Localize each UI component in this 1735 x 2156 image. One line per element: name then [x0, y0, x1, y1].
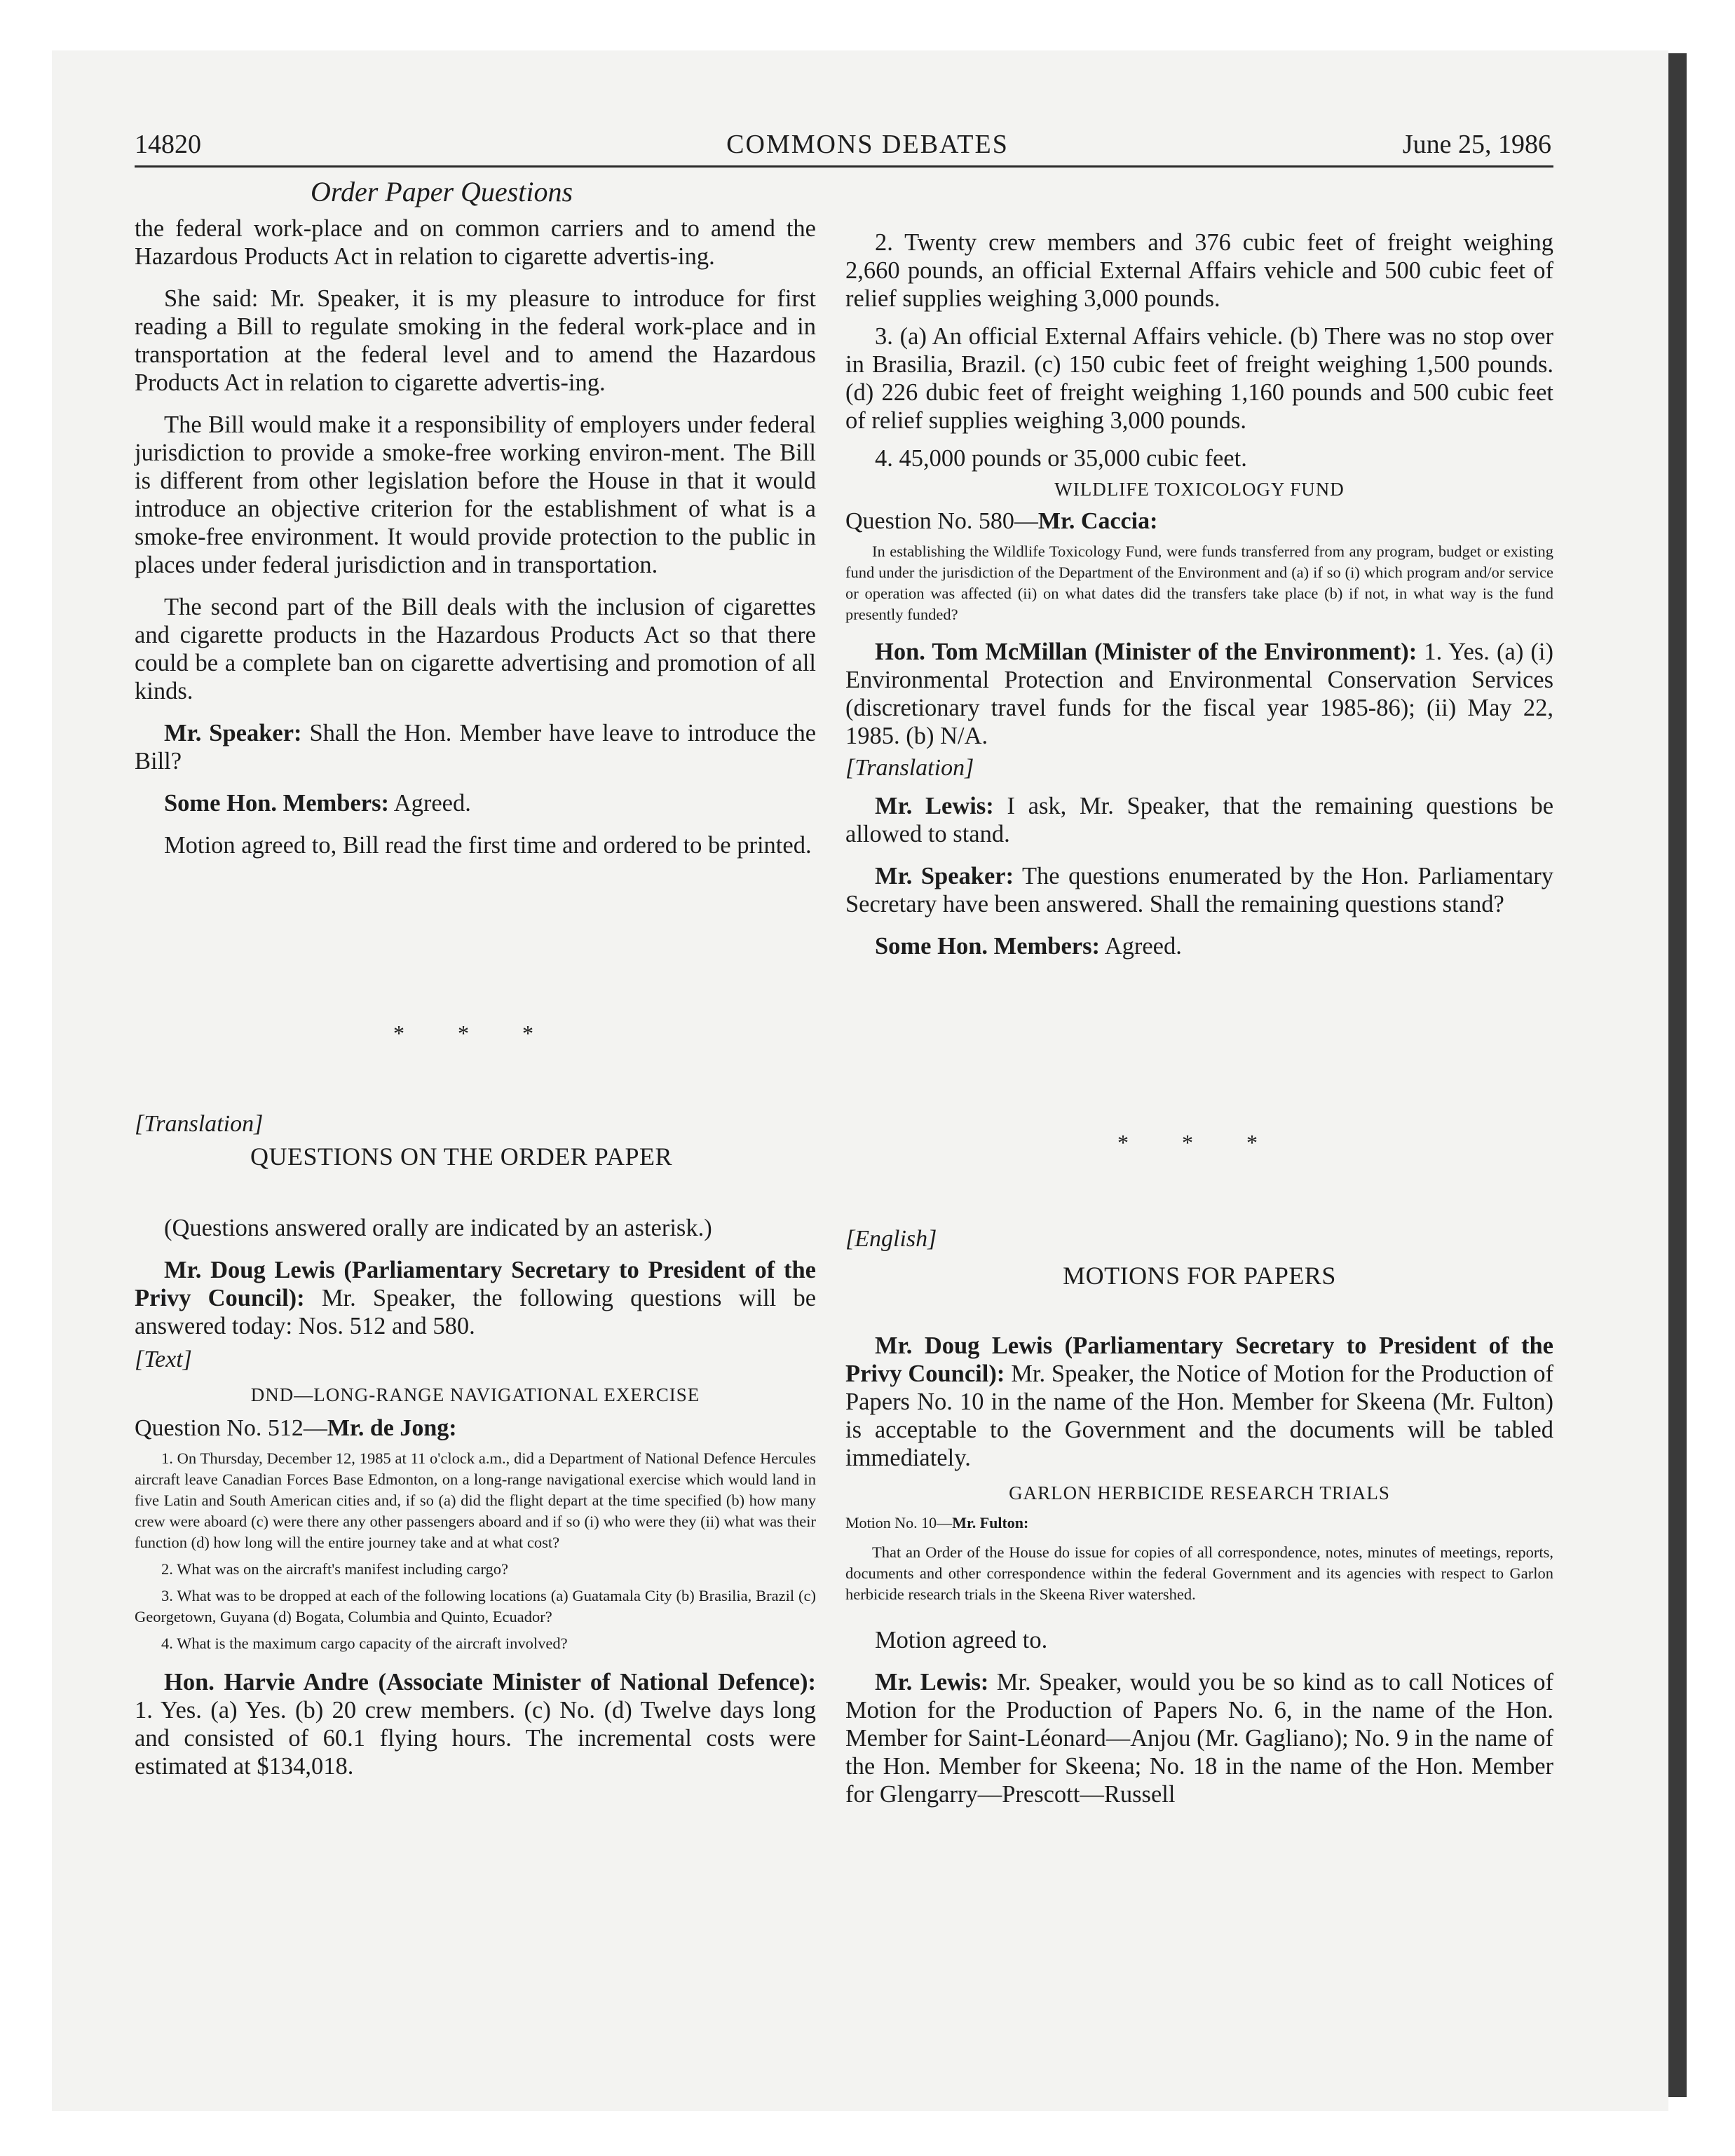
- question-label: Question No. 580—: [845, 508, 1038, 534]
- page-number: 14820: [135, 130, 201, 159]
- speech: [135, 1668, 816, 1780]
- left-column-top: [135, 214, 816, 859]
- paragraph: Motion agreed to.: [875, 1627, 1048, 1653]
- motion-label: Motion No. 10—: [845, 1514, 953, 1531]
- right-column-bottom: [845, 1224, 1553, 1808]
- speaker-name: Mr. Speaker:: [164, 720, 302, 746]
- paragraph: The second part of the Bill deals with the inclusion of cigarettes and cigarette products in the Hazardous Products Act so that there could be a complete ban on cigarette advertising and promotion of all kinds.: [135, 594, 816, 704]
- speech-text: Agreed.: [393, 790, 471, 817]
- speech: [135, 789, 816, 817]
- publication-title: COMMONS DEBATES: [726, 130, 1009, 159]
- question-heading: [845, 506, 1553, 537]
- answer: 3. (a) An official External Affairs vehicle. (b) There was no stop over in Brasilia, Brazil. (c) 150 cubic feet of freight weighing 1,500 pounds. (d) 226 dubic feet of freight weighing 1,160 pounds and 500 cubic feet of relief supplies weighing 3,000 pounds.: [845, 323, 1553, 434]
- motion-member: Mr. Fulton:: [952, 1514, 1029, 1531]
- question-text: 3. What was to be dropped at each of the following locations (a) Guatamala City (b) Brasilia, Brazil (c) Georgetown, Guyana (d) Bogata, Columbia and Quinto, Ecuador?: [135, 1587, 816, 1625]
- answer: 4. 45,000 pounds or 35,000 cubic feet.: [875, 445, 1247, 472]
- translation-tag: [Translation]: [845, 755, 974, 781]
- speech: [135, 719, 816, 775]
- speaker-name: Hon. Harvie Andre (Associate Minister of National Defence):: [164, 1669, 816, 1696]
- speaker-name: Mr. Speaker:: [875, 863, 1014, 889]
- text-tag: [Text]: [135, 1346, 192, 1372]
- speaker-name: Some Hon. Members:: [875, 933, 1100, 960]
- speech-text: Mr. Speaker, the Notice of Motion for the Production of Papers No. 10 in the name of the Hon. Member for Skeena (Mr. Fulton) is acceptable to the Government and the documents will be tabled immediately.: [845, 1360, 1554, 1471]
- speaker-name: Some Hon. Members:: [164, 790, 389, 817]
- paragraph: (Questions answered orally are indicated by an asterisk.): [164, 1215, 712, 1241]
- english-tag: [English]: [845, 1226, 937, 1252]
- speech: [845, 1668, 1553, 1808]
- subject-heading: GARLON HERBICIDE RESEARCH TRIALS: [1009, 1482, 1390, 1503]
- speech: [845, 862, 1553, 918]
- speech-text: 1. Yes. (a) (i) Environmental Protection and Environmental Conservation Services (discretionary travel funds for the fiscal year 1985-86); (ii) May 22, 1985. (b) N/A.: [845, 639, 1553, 749]
- question-text: 1. On Thursday, December 12, 1985 at 11 o'clock a.m., did a Department of National Defence Hercules aircraft leave Canadian Forces Base Edmonton, on a long-range navigational exercise which would land in five Latin and South American cities and, if so (a) did the flight depart at the time specified (b) how many crew were aboard (c) were there any other passengers aboard and if so (i) who were they (ii) what was their function (d) how long will the entire journey take and at what cost?: [135, 1449, 816, 1551]
- paragraph: The Bill would make it a responsibility of employers under federal jurisdiction to provide a smoke-free working environ-ment. The Bill is different from other legislation before the House in that it would introduce an objective criterion for the establishment of what is a smoke-free environment. It would provide protection to the public in places under federal jurisdiction and in transportation.: [135, 411, 816, 578]
- speech-text: Mr. Speaker, would you be so kind as to call Notices of Motion for the Production of Papers No. 6, in the name of the Hon. Member for Saint-Léonard—Anjou (Mr. Gagliano); No. 9 in the name of the Hon. Member for Skeena; No. 18 in the name of the Hon. Member for Glengarry—Prescott—Russell: [845, 1669, 1553, 1808]
- speech: [845, 792, 1553, 848]
- speech: [845, 638, 1553, 750]
- speaker-name: Mr. Doug Lewis (Parliamentary Secretary to President of the Privy Council):: [845, 1332, 1553, 1387]
- speech: [845, 932, 1553, 960]
- speech-text: The questions enumerated by the Hon. Parliamentary Secretary have been answered. Shall the remaining questions stand?: [845, 863, 1553, 917]
- speech-text: I ask, Mr. Speaker, that the remaining questions be allowed to stand.: [845, 793, 1554, 847]
- question-text: 2. What was on the aircraft's manifest including cargo?: [161, 1560, 508, 1578]
- questions-heading: QUESTIONS ON THE ORDER PAPER: [250, 1142, 673, 1171]
- speech-text: 1. Yes. (a) Yes. (b) 20 crew members. (c) No. (d) Twelve days long and consisted of 60.1 flying hours. The incremental costs were estimated at $134,018.: [135, 1697, 816, 1780]
- answer: 2. Twenty crew members and 376 cubic feet of freight weighing 2,660 pounds, an official External Affairs vehicle and 500 cubic feet of relief supplies weighing 3,000 pounds.: [845, 229, 1553, 312]
- question-label: Question No. 512—: [135, 1415, 327, 1441]
- motions-heading: MOTIONS FOR PAPERS: [1063, 1262, 1336, 1290]
- speech-text: Shall the Hon. Member have leave to introduce the Bill?: [135, 720, 817, 775]
- speech-text: Agreed.: [1104, 933, 1182, 960]
- speaker-name: Mr. Lewis:: [875, 1669, 989, 1696]
- paragraph: Motion agreed to, Bill read the first time and ordered to be printed.: [164, 832, 812, 859]
- section-separator: * * *: [393, 1021, 557, 1046]
- paragraph: the federal work-place and on common carriers and to amend the Hazardous Products Act in relation to cigarette advertis-ing.: [135, 215, 816, 270]
- subject-heading: DND—LONG-RANGE NAVIGATIONAL EXERCISE: [250, 1384, 700, 1405]
- speech: [135, 1256, 816, 1340]
- speech-text: Mr. Speaker, the following questions will be answered today: Nos. 512 and 580.: [135, 1285, 817, 1339]
- motion-text: That an Order of the House do issue for copies of all correspondence, notes, minutes of meetings, reports, documents and other correspondence within the federal Government and its agencies with respect to Garlon herbicide research trials in the Skeena River watershed.: [845, 1543, 1553, 1603]
- scan-edge-shadow: [1668, 53, 1687, 2097]
- speaker-name: Mr. Lewis:: [875, 793, 994, 819]
- speaker-name: Mr. Doug Lewis (Parliamentary Secretary to President of the Privy Council):: [135, 1257, 816, 1311]
- question-member: Mr. Caccia:: [1037, 508, 1158, 534]
- paragraph: She said: Mr. Speaker, it is my pleasure to introduce for first reading a Bill to regulate smoking in the federal work-place and in transportation at the federal level and to amend the Hazardous Products Act in relation to cigarette advertis-ing.: [135, 285, 816, 396]
- translation-tag: [Translation]: [135, 1111, 264, 1137]
- section-title: Order Paper Questions: [310, 176, 573, 207]
- right-column-top: [845, 228, 1553, 960]
- speech: [845, 1332, 1553, 1472]
- question-heading: [135, 1413, 816, 1444]
- question-text: In establishing the Wildlife Toxicology Fund, were funds transferred from any program, budget or existing fund under the jurisdiction of the Department of the Environment and (a) if so (i) which program and/or service or operation was affected (ii) on what dates did the transfers take place (b) if not, in what way is the fund presently funded?: [845, 543, 1553, 623]
- page-date: June 25, 1986: [1402, 130, 1551, 159]
- question-text: 4. What is the maximum cargo capacity of the aircraft involved?: [161, 1635, 568, 1652]
- motion-heading: [845, 1513, 1553, 1534]
- left-column-bottom: [135, 1109, 816, 1780]
- header-rule: [135, 165, 1553, 168]
- speaker-name: Hon. Tom McMillan (Minister of the Environment):: [875, 639, 1417, 665]
- section-separator: * * *: [1117, 1130, 1281, 1155]
- subject-heading: WILDLIFE TOXICOLOGY FUND: [1054, 479, 1345, 500]
- question-member: Mr. de Jong:: [327, 1415, 457, 1441]
